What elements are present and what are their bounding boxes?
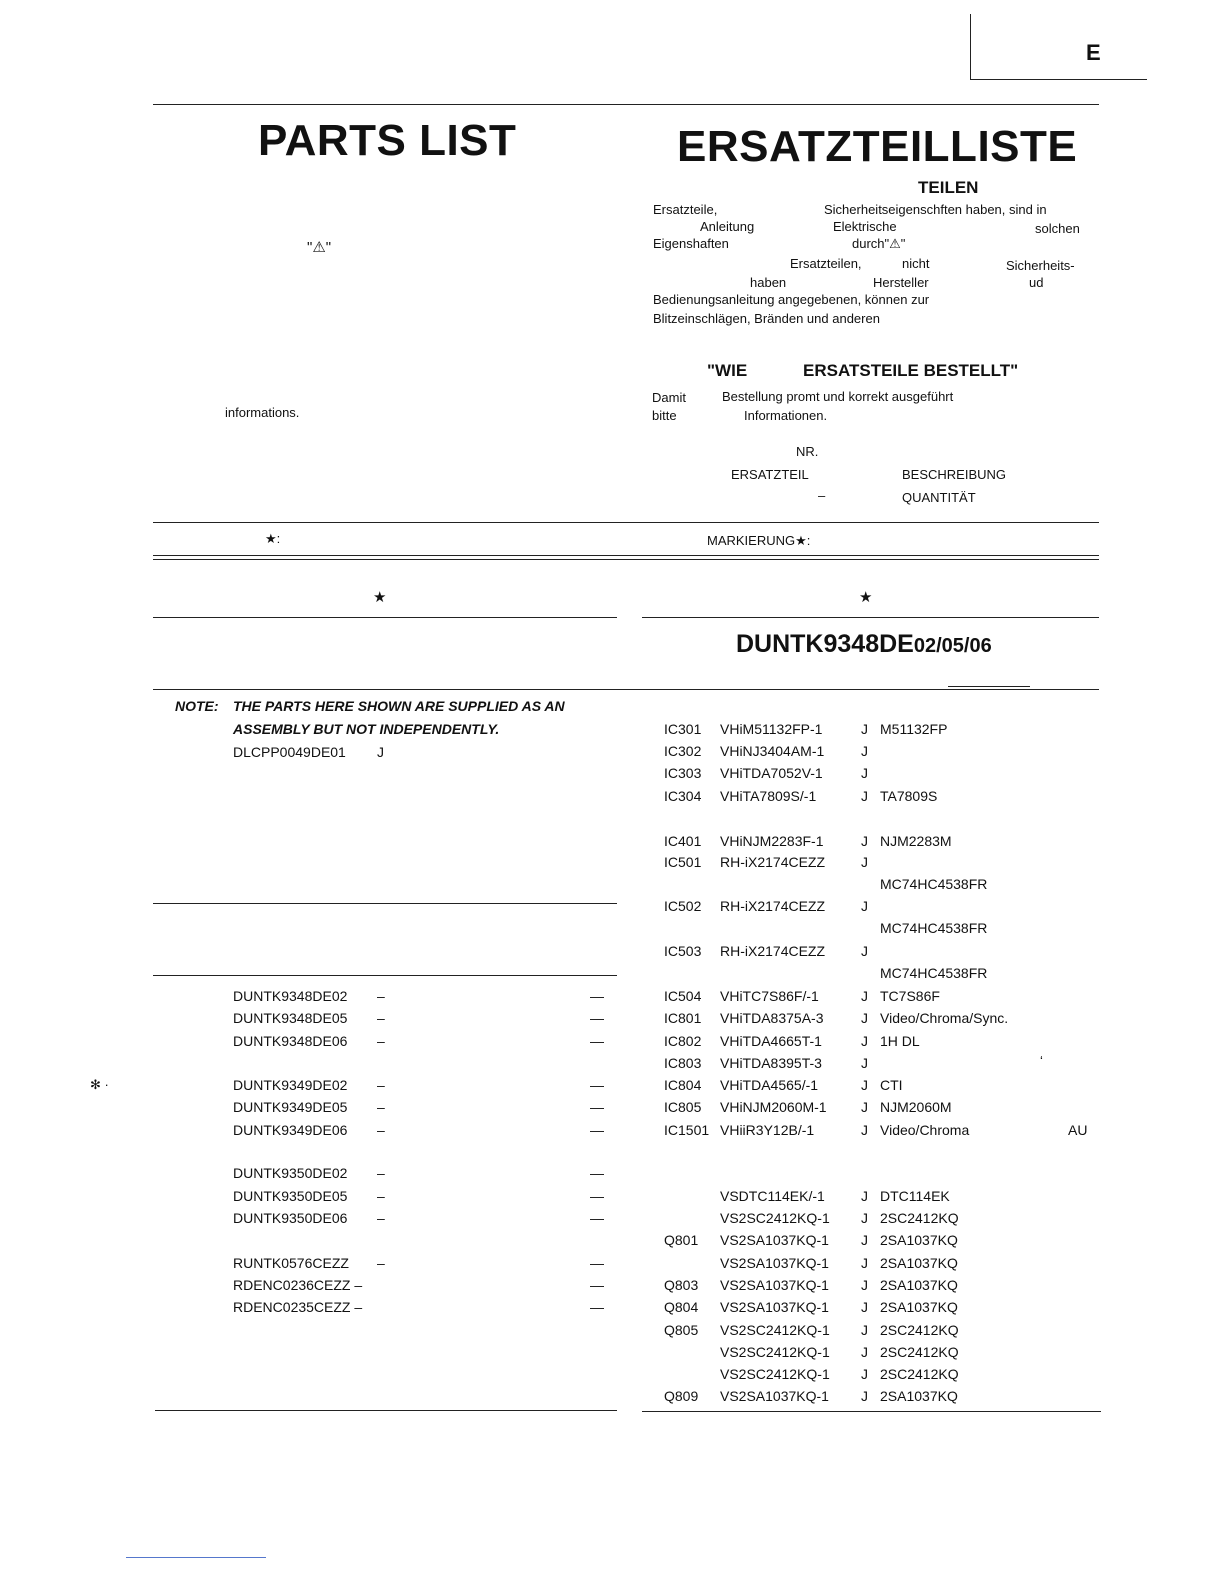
right-part-ref: IC503	[664, 943, 702, 959]
note-code: J	[377, 744, 384, 760]
right-part-code: J	[861, 788, 868, 804]
right-part-code: J	[861, 1232, 868, 1248]
left-part-sep: –	[377, 1077, 385, 1093]
intro-line: Sicherheits-	[1006, 258, 1075, 273]
right-bottom-rule	[642, 1411, 1101, 1412]
right-part-code: J	[861, 1122, 868, 1138]
header-divider-vertical	[970, 14, 971, 80]
left-part-end: —	[590, 988, 604, 1004]
right-part-ref: IC504	[664, 988, 702, 1004]
table-top-rule	[153, 689, 1099, 690]
right-part-ref: IC801	[664, 1010, 702, 1026]
right-part-code: J	[861, 833, 868, 849]
left-part-code: DUNTK9348DE05	[233, 1010, 348, 1026]
left-part-code: RDENC0236CEZZ –	[233, 1277, 363, 1293]
right-part-number: VS2SA1037KQ-1	[720, 1255, 829, 1271]
left-section-rule	[153, 617, 617, 618]
right-part-number: VS2SC2412KQ-1	[720, 1322, 830, 1338]
note-label: NOTE:	[175, 698, 219, 714]
right-part-description: CTI	[880, 1077, 903, 1093]
right-part-number: VS2SA1037KQ-1	[720, 1277, 829, 1293]
left-part-code: RDENC0235CEZZ –	[233, 1299, 363, 1315]
right-part-code: J	[861, 1010, 868, 1026]
mark-rule-bottom-double	[153, 559, 1099, 560]
left-part-sep: –	[377, 1165, 385, 1181]
left-part-code: DUNTK9349DE02	[233, 1077, 348, 1093]
right-part-ref: IC802	[664, 1033, 702, 1049]
right-part-number: VS2SA1037KQ-1	[720, 1232, 829, 1248]
model-suffix: 02/05/06	[913, 635, 992, 657]
page-letter: E	[1086, 40, 1101, 65]
right-part-description: TA7809S	[880, 788, 938, 804]
note-part: DLCPP0049DE01	[233, 744, 346, 760]
right-part-number: VHiTC7S86F/-1	[720, 988, 819, 1004]
right-part-description: 2SC2412KQ	[880, 1322, 959, 1338]
right-part-number: VHiTDA7052V-1	[720, 765, 823, 781]
left-bottom-rule	[155, 1410, 617, 1411]
left-part-end: —	[590, 1122, 604, 1138]
right-part-number: VHiNJ3404AM-1	[720, 743, 825, 759]
left-part-end: —	[590, 1099, 604, 1115]
right-part-number: RH-iX2174CEZZ	[720, 898, 826, 914]
stray-mark: ✻ ·	[90, 1077, 109, 1092]
right-part-number: VHiNJM2283F-1	[720, 833, 824, 849]
left-mid-rule-2	[153, 975, 617, 976]
right-part-ref: Q803	[664, 1277, 699, 1293]
right-part-code: J	[861, 898, 868, 914]
left-part-end: —	[590, 1165, 604, 1181]
right-part-number: VS2SA1037KQ-1	[720, 1299, 829, 1315]
right-part-code: J	[861, 1055, 868, 1071]
right-part-ref: IC304	[664, 788, 702, 804]
model-main: DUNTK9348DE	[736, 630, 914, 658]
right-part-code: J	[861, 1322, 868, 1338]
right-part-description: MC74HC4538FR	[880, 876, 988, 892]
order-line: bitte	[652, 408, 677, 423]
right-part-ref: IC401	[664, 833, 702, 849]
left-part-end: —	[590, 1255, 604, 1271]
right-part-description: 2SC2412KQ	[880, 1344, 959, 1360]
left-part-end: —	[590, 1033, 604, 1049]
right-part-code: J	[861, 988, 868, 1004]
right-part-description: 2SA1037KQ	[880, 1255, 958, 1271]
right-part-number: VHiNJM2060M-1	[720, 1099, 827, 1115]
left-part-end: —	[590, 1188, 604, 1204]
intro-line: Bedienungsanleitung angegebenen, können zur	[653, 292, 930, 307]
right-part-code: J	[861, 1277, 868, 1293]
mark-rule-bottom	[153, 555, 1099, 556]
left-part-sep: –	[377, 1122, 385, 1138]
intro-line: Ersatzteile,	[653, 202, 718, 217]
left-part-code: DUNTK9350DE06	[233, 1210, 348, 1226]
intro-line: Ersatzteilen,	[790, 256, 862, 271]
left-part-code: DUNTK9349DE06	[233, 1122, 348, 1138]
right-part-number: VS2SC2412KQ-1	[720, 1366, 830, 1382]
mark-right: MARKIERUNG★:	[707, 533, 811, 548]
intro-line: Elektrische	[833, 219, 897, 234]
field-part: ERSATZTEIL	[731, 467, 809, 482]
left-part-end: —	[590, 1077, 604, 1093]
right-part-code: J	[861, 1033, 868, 1049]
right-part-code: J	[861, 1388, 868, 1404]
right-part-ref: Q809	[664, 1388, 699, 1404]
intro-line: Anleitung	[700, 219, 755, 234]
right-part-code: J	[861, 743, 868, 759]
right-part-ref: Q801	[664, 1232, 699, 1248]
left-part-end: —	[590, 1277, 604, 1293]
right-part-description: Video/Chroma/Sync.	[880, 1010, 1009, 1026]
right-part-number: VSDTC114EK/-1	[720, 1188, 825, 1204]
right-part-number: RH-iX2174CEZZ	[720, 854, 826, 870]
warning-triangle-icon: ⚠	[889, 236, 901, 251]
right-part-number: VHiTDA4565/-1	[720, 1077, 819, 1093]
star-icon: ★	[859, 589, 873, 606]
right-part-ref: IC301	[664, 721, 702, 737]
model-heading	[736, 630, 992, 659]
right-part-number: VS2SA1037KQ-1	[720, 1388, 829, 1404]
left-part-code: DUNTK9349DE05	[233, 1099, 348, 1115]
safety-triangle-mark: "⚠"	[307, 239, 332, 256]
right-part-description: 2SA1037KQ	[880, 1277, 958, 1293]
right-part-number: VHiTDA4665T-1	[720, 1033, 822, 1049]
left-mid-rule	[153, 903, 617, 904]
order-heading: ERSATSTEILE BESTELLT"	[803, 361, 1019, 380]
field-nr: NR.	[796, 444, 819, 459]
mark-rule-top	[153, 522, 1099, 523]
right-part-ref: IC302	[664, 743, 702, 759]
order-line: Bestellung promt und korrekt ausgeführt	[722, 389, 954, 404]
right-part-number: VHiTDA8375A-3	[720, 1010, 824, 1026]
right-part-description: MC74HC4538FR	[880, 920, 988, 936]
right-part-description: TC7S86F	[880, 988, 940, 1004]
intro-text: durch"	[852, 236, 890, 251]
note-line: THE PARTS HERE SHOWN ARE SUPPLIED AS AN	[233, 698, 565, 714]
model-underline	[948, 686, 1030, 687]
right-part-description: 2SC2412KQ	[880, 1366, 959, 1382]
right-part-code: J	[861, 1188, 868, 1204]
right-part-ref: IC303	[664, 765, 702, 781]
mark-left: ★:	[265, 531, 281, 546]
right-part-code: J	[861, 1255, 868, 1271]
right-part-ref: Q804	[664, 1299, 699, 1315]
intro-line: Sicherheitseigenschften haben, sind in	[824, 202, 1047, 217]
right-part-code: J	[861, 854, 868, 870]
right-part-description: MC74HC4538FR	[880, 965, 988, 981]
left-part-end: —	[590, 1210, 604, 1226]
left-part-end: —	[590, 1010, 604, 1026]
left-title: PARTS LIST	[258, 116, 517, 165]
right-part-code: J	[861, 1344, 868, 1360]
right-part-number: VHiTDA8395T-3	[720, 1055, 822, 1071]
right-part-description: 2SA1037KQ	[880, 1232, 958, 1248]
stray-mark: ‘	[1040, 1053, 1043, 1068]
left-info-text: informations.	[225, 405, 300, 420]
left-part-code: DUNTK9350DE05	[233, 1188, 348, 1204]
right-part-ref: IC804	[664, 1077, 702, 1093]
right-part-description: M51132FP	[880, 721, 948, 737]
right-part-number: RH-iX2174CEZZ	[720, 943, 826, 959]
order-heading: "WIE	[707, 361, 748, 380]
left-part-sep: –	[377, 1188, 385, 1204]
top-rule	[153, 104, 1099, 105]
right-part-ref: IC502	[664, 898, 702, 914]
footer-line	[126, 1557, 266, 1558]
right-part-number: VS2SC2412KQ-1	[720, 1210, 830, 1226]
right-part-number: VS2SC2412KQ-1	[720, 1344, 830, 1360]
order-line: Damit	[652, 390, 686, 405]
right-section-rule	[642, 617, 1099, 618]
right-part-description: 2SA1037KQ	[880, 1388, 958, 1404]
left-part-code: DUNTK9350DE02	[233, 1165, 348, 1181]
left-part-sep: –	[377, 988, 385, 1004]
field-description: BESCHREIBUNG	[902, 467, 1007, 482]
right-part-code: J	[861, 721, 868, 737]
star-icon: ★	[373, 589, 387, 606]
right-part-ref: IC501	[664, 854, 702, 870]
right-part-description: NJM2283M	[880, 833, 952, 849]
right-intro-heading: TEILEN	[918, 178, 979, 197]
right-part-description: 1H DL	[880, 1033, 920, 1049]
right-part-ref: IC803	[664, 1055, 702, 1071]
left-part-code: DUNTK9348DE02	[233, 988, 348, 1004]
intro-line: ud	[1029, 275, 1044, 290]
left-part-sep: –	[377, 1255, 385, 1271]
right-part-number: VHiTA7809S/-1	[720, 788, 817, 804]
note-line: ASSEMBLY BUT NOT INDEPENDENTLY.	[233, 721, 500, 737]
right-part-code: J	[861, 1210, 868, 1226]
left-part-code: RUNTK0576CEZZ	[233, 1255, 349, 1271]
stray-mark: AU	[1068, 1122, 1088, 1138]
left-part-sep: –	[377, 1033, 385, 1049]
intro-line: Blitzeinschlägen, Bränden und anderen	[653, 311, 880, 326]
intro-line: Eigenshaften	[653, 236, 729, 251]
right-part-ref: Q805	[664, 1322, 699, 1338]
right-part-ref: IC805	[664, 1099, 702, 1115]
header-divider-horizontal	[970, 79, 1147, 80]
intro-line: haben	[750, 275, 787, 290]
left-part-sep: –	[377, 1010, 385, 1026]
right-part-number: VHiM51132FP-1	[720, 721, 823, 737]
right-part-description: DTC114EK	[880, 1188, 950, 1204]
intro-line	[852, 236, 905, 252]
field-dash: –	[818, 488, 826, 503]
right-part-description: 2SA1037KQ	[880, 1299, 958, 1315]
order-line: Informationen.	[744, 408, 828, 423]
right-part-code: J	[861, 765, 868, 781]
right-title: ERSATZTEILLISTE	[677, 122, 1078, 171]
intro-text: "	[900, 236, 906, 251]
right-part-description: 2SC2412KQ	[880, 1210, 959, 1226]
right-part-description: Video/Chroma	[880, 1122, 970, 1138]
intro-line: nicht	[902, 256, 930, 271]
right-part-code: J	[861, 1299, 868, 1315]
right-part-code: J	[861, 1099, 868, 1115]
left-part-code: DUNTK9348DE06	[233, 1033, 348, 1049]
intro-line: solchen	[1035, 221, 1080, 236]
right-part-number: VHiiR3Y12B/-1	[720, 1122, 815, 1138]
field-quantity: QUANTITÄT	[902, 490, 976, 505]
left-part-sep: –	[377, 1210, 385, 1226]
right-part-ref: IC1501	[664, 1122, 710, 1138]
right-part-code: J	[861, 943, 868, 959]
right-part-code: J	[861, 1077, 868, 1093]
left-part-end: —	[590, 1299, 604, 1315]
right-part-code: J	[861, 1366, 868, 1382]
left-part-sep: –	[377, 1099, 385, 1115]
intro-line: Hersteller	[873, 275, 929, 290]
right-part-description: NJM2060M	[880, 1099, 952, 1115]
